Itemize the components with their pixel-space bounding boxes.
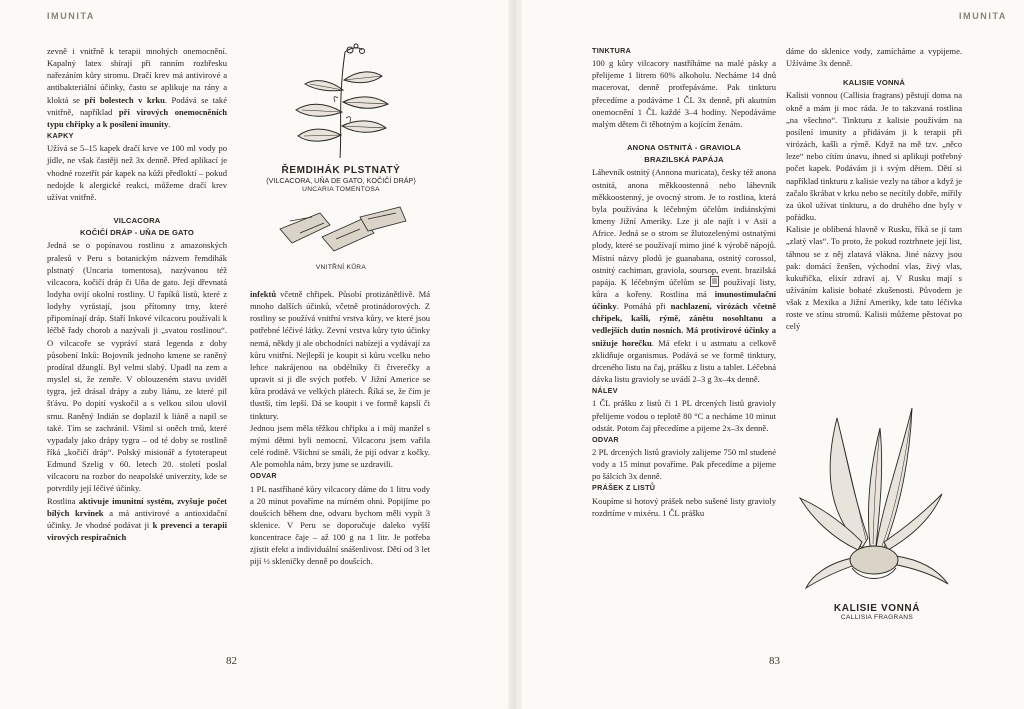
section-subheading: KOČIČÍ DRÁP - UŇA DE GATO [80, 228, 194, 238]
bark-label: VNITŘNÍ KŮRA [315, 264, 367, 271]
illustration-title: ŘEMDIHÁK PLSTNATÝ [281, 165, 401, 176]
odvar-heading: ODVAR [592, 434, 619, 444]
prasek-continuation: dáme do sklenice vody, zamícháme a vypijeme. Užíváme 3x denně. [786, 46, 962, 69]
kapky-heading: KAPKY [47, 131, 74, 141]
page-number: 83 [769, 655, 780, 667]
right-column-1 [592, 45, 776, 519]
vilcacora-text: Jedná se o popínavou rostlinu z amazonských pralesů v Peru s botanickým názvem řemdihák plstnatý (Uncaria tomentosa), nazývanou též vilcacora, kočičí dráp či Uňa de gato. Její dřevnatá lodyha ovijí okolní rostliny. U řapíků listů, které z lodyhy vyrůstají, jsou přítomny trny, které připomínají dráp. Staří Inkové vilcacoru používali k léčbě řady chorob a nazývali ji „svatou rostlinou“. O vilcacoře se vypráví stará legenda z doby působení Inků: Bojovník jednoho kmene se raněný prodíral džunglí. Byl velmi slabý. Upadl na zem a myslel si, že zemře. V oblouzeném stavu uviděl tygra, jež drásal drápy a zuby liánu, ze které pil šťávu. Po dopití vyskočil a s velkou silou uloviI srnu. Raněný Indián se doplazil k liáně a napil se také. Tím se zachránil. Všiml si oněch trnů, které vypadaly jako drápy tygra – od té doby se rostlině říká „kočičí dráp“. Polský misionář a fytoterapeut Edmund Szelig v 60. letech 20. století poslal vilcacoru na rozbor do neapolské univerzity, kde se potvrdily její léčivé účinky. [47, 240, 227, 494]
section-heading: VILCACORA [113, 216, 161, 226]
tinktura-text: 100 g kůry vilcacory nastříháme na malé pásky a přelijeme 1 litrem 60% alkoholu. Necháme 14 dnů macerovat, denně protřepáváme. Pak tinkturu přecedíme a podáváme 1 ČL 3x denně, při akutním onemocnění 1 ČL každé 3–4 hodiny. Nepodáváme malým dětem či těhotným a kojícím ženám. [592, 58, 776, 129]
kalisie-text-2: Kalisie je oblíbená hlavně v Rusku, říká se jí tam „zlatý vlas“. To proto, že pokud roztrhnete její list, táhnou se z něj zlatavá vlákna. Jiné názvy jsou pak: domácí ženšen, východní vlas, živý vlas, kukuřička, elixír zdraví aj. V Rusku mají s užíváním kalisie bohaté zkušenosti. Původem je však z Mexika a Jižní Ameriky, kde tato léčivka roste ve stínu stromů. Kalisii můžeme pěstovat po celý [786, 224, 962, 332]
kapky-text: Užívá se 5–15 kapek dračí krve ve 100 ml vody po jídle, ne však častěji než 3x denně. Před aplikací je vhodné rozetřít pár kapek na kůži předloktí – pokud nedojde k alergické reakci, můžeme dračí krev užívat vnitřně. [47, 143, 227, 202]
vilcacora-effects: Rostlina aktivuje imunitní systém, zvyšuje počet bílých krvinek a má antivirové a antioxidační účinky. Je vhodné podávat ji k prevenci a terapii virových respiračních [47, 495, 227, 543]
left-page [0, 0, 508, 709]
kalisie-heading: KALISIE VONNÁ [842, 78, 906, 88]
book-gutter [508, 0, 522, 709]
odvar-text: 2 PL drcených listů gravioly zalijeme 750 ml studené vody a 15 minut povaříme. Pak přecedíme a pijeme po šálcích 3x denně. [592, 447, 776, 482]
uncaria-plant-drawing [250, 40, 432, 160]
illustration-subtitle: (VILCACORA, UŇA DE GATO, KOČIČÍ DRÁP) [266, 176, 416, 185]
section-heading: ANONA OSTNITÁ - GRAVIOLA [626, 143, 742, 153]
right-column-2 [786, 45, 962, 333]
nalev-heading: NÁLEV [592, 386, 618, 396]
kalisie-text: Kalisii vonnou (Callisia fragrans) pěstují doma na okně a mám ji moc ráda. Je to takzvaná rostlina „na všechno“. Tinkturu z kalisie používám na posílení imunity a přidávám ji k terapii při virózách, kašli a rýmě. Když na mě tzv. „něco leze“ nebo cítím únavu, ihned si aplikuji potřebný počet kapek. Podávám ji i svým dětem. Dětí si například tinkturu z kalisie vezly na tábor a když je začalo škrábat v krku nebo se necítily dobře, mířily za úkol užívat tinkturu, a do druhého dne byly v pořádku. [786, 90, 962, 223]
left-column-1 [47, 45, 227, 543]
section-subheading: BRAZILSKÁ PAPÁJA [644, 155, 724, 165]
illustration-title: KALISIE VONNÁ [833, 603, 921, 614]
bark-drawing [250, 199, 432, 259]
running-head: IMUNITA [959, 11, 1008, 21]
uncaria-illustration [250, 40, 432, 280]
vilcacora-continuation: infektů včetně chřipek. Působí protizánětlivě. Má mnoho dalších účinků, včetně protinádorových. Z rostliny se používá vnitřní vrstva kůry, ve které jsou potřebné léčivé látky. Zevní vrstva kůry tyto účinky nemá, někdy ji ale obchodníci nabízejí a vydávají za kůru vnitřní. Nejlepší je koupit si kůru vcelku nebo lehce nakrájenou na obdélníky či čtverečky a upravit si ji dle svých potřeb. V Jižní Americe se kůra prodává ve velkých plátech. Říká se, že čím je tlustší, tím lepší. Dá se koupit i ve formě kapslí či tinktury. [250, 289, 430, 421]
document-icon [710, 276, 719, 287]
page-number: 82 [226, 655, 237, 667]
callisia-plant-drawing [792, 398, 962, 598]
right-page [522, 0, 1024, 709]
nalev-text: 1 ČL prášku z listů či 1 PL drcených listů gravioly přelijeme vodou o teplotě 80 °C a necháme 10 minut odstát. Potom čaj přecedíme a pijeme 2x–3x denně. [592, 398, 776, 433]
illustration-latin: CALLISIA FRAGRANS [840, 614, 914, 621]
prasek-heading: PRÁŠEK Z LISTŮ [592, 483, 656, 493]
odvar-heading: ODVAR [250, 471, 277, 481]
tinktura-heading: TINKTURA [592, 46, 632, 55]
intro-paragraph: zevně i vnitřně k terapii mnohých onemocnění. Kapalný latex sbírají při ranním rozbřesku nařezáním kůry stromu. Dračí krev má antivirové a antibakteriální účinky, často se aplikuje na rány a kloktá se při bolestech v krku. Podává se také vnitřně, například při virových onemocněních typu chřipky a k posílení imunity. [47, 46, 228, 129]
personal-story: Jednou jsem měla těžkou chřipku a i můj manžel s mými dětmi byli nemocní. Vilcacoru jsem vařila celé rodině. Všichni se smáli, že pijí odvar z kočky. Ale pomohla nám, brzy jsme se uzdravili. [250, 422, 430, 470]
graviola-text: Láhevník ostnitý (Annona muricata), česky též anona ostnitá, anona měkkoostenná nebo láhevník měkkoostenný, je ovocný strom. Je to rostlina, která byla používána k léčebným účelům indiánskými kmeny Jižní Ameriky. Lze ji ale najít i v Asii a Africe. Jedná se o strom se žlutozelenými ostnatými plody, které se používají mimo jiné k výrobě nápojů. Místní názvy plodů je guanabana, ostnitý corossol, ostnitý cachiman, graviola, soursop, event. brazilská papája. K léčebným účelům se používají listy, kůra a kořeny. Rostlina má imunostimulační účinky. Pomáhá při nachlazení, virózách včetně chřipek, kašli, rýmě, zánětu nosohltanu a vedlejších dutin nosních. Má protivirové účinky a snižuje horečku. Má efekt i u astmatu a celkově zklidňuje organismus. Podává se ve formě tinktury, drceného listu na čaj, prášku z listu a tablet. Léčebná dávka listu gravioly se uvádí 2–3 g 3x–4x denně. [592, 167, 777, 385]
left-column-2 [250, 288, 430, 568]
odvar-text: 1 PL nastříhané kůry vilcacory dáme do 1 litru vody a 20 minut povaříme na mírném ohni. Popijíme po doušcích během dne, odvaru bychom měli vypít 3 sklenice. V Peru se doporučuje daleko vyšší koncentrace čaje – až 100 g na 1 litr. Je potřeba zjistit efekt a individuální snášenlivost. Dětí od 3 let pijí ½ skleničky denně po doušcích. [250, 483, 430, 567]
illustration-latin: UNCARIA TOMENTOSA [302, 186, 380, 193]
callisia-illustration [792, 398, 962, 638]
prasek-text: Koupíme si hotový prášek nebo sušené listy gravioly rozdrtíme v mixéru. 1 ČL prášku [592, 495, 776, 518]
running-head: IMUNITA [47, 11, 96, 21]
